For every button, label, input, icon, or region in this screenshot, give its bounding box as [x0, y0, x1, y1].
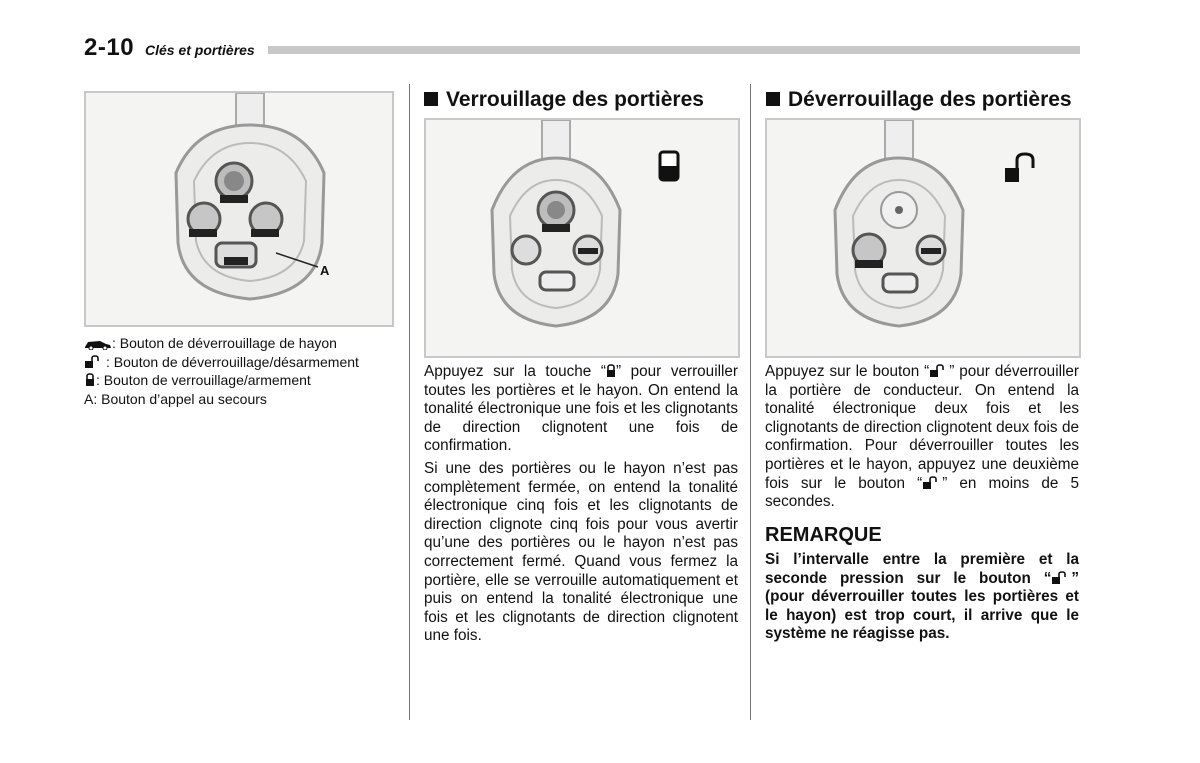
legend-item-sos: A: Bouton d’appel au secours [84, 390, 267, 407]
lock-icon [606, 364, 616, 378]
locking-paragraph-2: Si une des portières ou le hayon n’est pas complètement fermée, on entend la tonalité électronique cinq fois et les clignotants de direction clignote cinq fois pour vous avertir qu’une des portières ou le hayon n’est pas correctement fermé. Quand vous fermez la portière, elle se verrouille automatiquement et puis on entend la tonalité électronique une fois et les clignotants de direction clignotent une fois. [424, 460, 738, 645]
unlock-icon [84, 355, 106, 369]
unlock-icon [929, 364, 949, 378]
header-rule [268, 46, 1080, 54]
remark-title: REMARQUE [765, 524, 882, 546]
section-title: Clés et portières [145, 42, 255, 58]
keyfob-figure-buttons [84, 91, 394, 327]
unlock-icon [1051, 571, 1071, 585]
legend-item-tailgate: : Bouton de déverrouillage de hayon [84, 334, 404, 353]
page-number: 2-10 [84, 34, 135, 61]
heading-bullet-square [424, 92, 438, 106]
car-tailgate-icon [84, 338, 112, 350]
keyfob-figure-lock [424, 118, 740, 358]
heading-unlocking: Déverrouillage des portières [766, 88, 1072, 112]
legend-item-lock: : Bouton de verrouillage/armement [84, 371, 404, 390]
column-divider-left [409, 84, 410, 720]
unlock-icon [922, 476, 942, 490]
heading-bullet-square [766, 92, 780, 106]
unlocking-paragraph: Appuyez sur le bouton “ ” pour déverrouiller la portière de conducteur. On entend la tonalité électronique deux fois et les clignotants de direction clignotent deux fois de confirmation. Pour déverrouiller toutes les portières et le hayon, appuyez une deuxième fois sur le bouton “ ” en moins de 5 secondes. [765, 363, 1079, 511]
keyfob-figure-unlock [765, 118, 1081, 358]
heading-locking: Verrouillage des portières [424, 88, 704, 112]
figure-legend [84, 334, 404, 408]
remark-body: Si l’intervalle entre la première et la seconde pression sur le bouton “ ” (pour déverrouiller toutes les portières et le hayon) est trop court, il arrive que le système ne réagisse pas. [765, 551, 1079, 643]
locking-paragraph-1: Appuyez sur la touche “ ” pour verrouiller toutes les portières et le hayon. On entend la tonalité électronique une fois et les clignotants de direction clignotent une fois de confirmation. [424, 363, 738, 455]
legend-item-unlock: : Bouton de déverrouillage/désarmement [84, 353, 404, 372]
callout-a-label: A [320, 263, 330, 278]
column-divider-right [750, 84, 751, 720]
lock-icon [84, 373, 96, 387]
